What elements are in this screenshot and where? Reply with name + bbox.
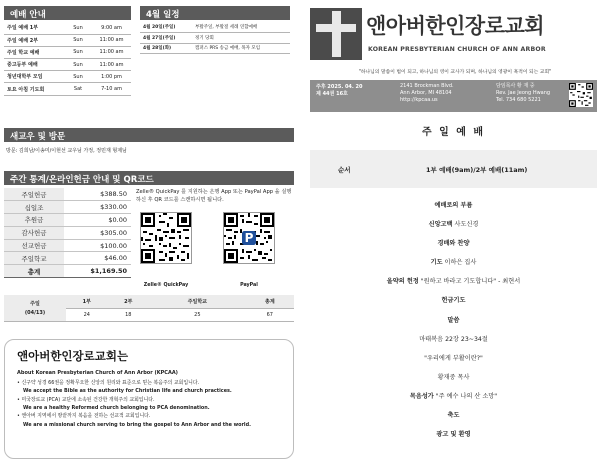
schedule-day: Sun bbox=[64, 71, 92, 83]
monthly-schedule-header: 4월 일정 bbox=[140, 6, 290, 20]
order-item-detail: 사도신경 bbox=[454, 221, 479, 229]
service-times-label: 1부 예배(9am)/2부 예배(11am) bbox=[426, 166, 528, 174]
about-church-box bbox=[4, 339, 294, 459]
giving-label: 선교헌금 bbox=[4, 239, 64, 252]
attendance-label bbox=[4, 295, 66, 321]
bulletin-info-bar bbox=[310, 80, 597, 112]
list-item bbox=[17, 396, 281, 413]
schedule-name: 주일 예배 2부 bbox=[4, 34, 64, 46]
about-item-korean: • 신구약 성경 66권을 정확무오한 신앙의 원리와 표준으로 믿는 복음주의 교회입니다. bbox=[17, 380, 199, 386]
giving-label: 십일조 bbox=[4, 201, 64, 214]
qr-code-icon bbox=[569, 83, 593, 107]
list-item bbox=[17, 379, 281, 396]
website-qr-code[interactable] bbox=[569, 83, 593, 107]
about-subtitle: About Korean Presbyterian Church of Ann Arbor (KPCAA) bbox=[17, 370, 178, 376]
order-item-detail: 황재중 목사 bbox=[437, 373, 470, 381]
pastor-phone: Tel. 734 680 5221 bbox=[496, 96, 541, 103]
giving-value: $305.00 bbox=[64, 226, 131, 239]
order-item-title: 말씀 bbox=[447, 316, 460, 324]
address-line: Ann Arbor, MI 48104 bbox=[400, 89, 452, 96]
cross-icon bbox=[332, 11, 341, 57]
table-row bbox=[4, 188, 131, 201]
giving-label: 주일학교 bbox=[4, 252, 64, 265]
giving-total-row bbox=[4, 265, 131, 278]
newcomer-text: 방문: 김희남/이송미/이현선 교우님 가정, 정민재 형제님 bbox=[6, 148, 127, 154]
list-item bbox=[310, 311, 597, 330]
table-row bbox=[4, 46, 131, 58]
zelle-qr-code[interactable] bbox=[140, 212, 192, 264]
schedule-name: 토요 아침 기도회 bbox=[4, 83, 64, 95]
church-motto: "하나님의 말씀이 법이 되고, 하나님의 영이 교사가 되며, 하나님의 영광이 흑적이 되는 교회" bbox=[358, 70, 552, 75]
giving-value: $46.00 bbox=[64, 252, 131, 265]
table-row bbox=[4, 71, 131, 83]
attendance-value: 67 bbox=[246, 308, 294, 321]
list-item bbox=[310, 196, 597, 215]
order-item-title: 헌금기도 bbox=[441, 297, 466, 305]
giving-total-label: 총계 bbox=[4, 265, 64, 278]
order-item-title: 신앙고백 bbox=[428, 221, 453, 229]
table-row bbox=[4, 201, 131, 214]
schedule-time: 11:00 am bbox=[92, 59, 131, 71]
attendance-value: 18 bbox=[108, 308, 150, 321]
event-date: 4월 20일(주일) bbox=[140, 22, 192, 33]
list-item bbox=[310, 234, 597, 253]
event-date: 4월 28일(화) bbox=[140, 43, 192, 54]
table-row bbox=[4, 59, 131, 71]
about-title: 앤아버한인장로교회는 bbox=[17, 349, 129, 363]
table-row bbox=[4, 214, 131, 227]
bulletin-volume-line: 제 44권 16호 bbox=[316, 90, 348, 97]
order-item-detail: "주 예수 나의 산 소망" bbox=[435, 392, 498, 400]
church-address bbox=[400, 83, 454, 103]
website-link[interactable]: http://kpcaa.us bbox=[400, 96, 438, 103]
bulletin-date bbox=[316, 84, 363, 98]
schedule-time: 1:00 pm bbox=[92, 71, 131, 83]
attendance-value: 25 bbox=[149, 308, 246, 321]
table-row bbox=[140, 43, 290, 54]
schedule-time: 11:00 am bbox=[92, 46, 131, 58]
order-item-detail: 마태복음 22장 23~34절 bbox=[419, 335, 488, 343]
giving-value: $388.50 bbox=[64, 188, 131, 201]
worship-schedule-header: 예배 안내 bbox=[4, 6, 131, 20]
table-row bbox=[4, 239, 131, 252]
table-row bbox=[140, 33, 290, 44]
attendance-header: 주일학교 bbox=[149, 295, 246, 308]
giving-value: $0.00 bbox=[64, 214, 131, 227]
address-line: 2141 Brockman Blvd. bbox=[400, 83, 454, 89]
schedule-day: Sat bbox=[64, 83, 92, 95]
event-date: 4월 27일(주일) bbox=[140, 33, 192, 44]
table-row bbox=[4, 226, 131, 239]
list-item bbox=[310, 349, 597, 368]
attendance-table bbox=[4, 295, 294, 322]
order-item-detail: 이하은 집사 bbox=[444, 259, 477, 267]
attendance-header: 1부 bbox=[66, 295, 108, 308]
list-item bbox=[310, 215, 597, 234]
newcomer-header: 새교우 및 방문 bbox=[4, 128, 294, 142]
list-item bbox=[310, 368, 597, 387]
worship-order-list bbox=[310, 196, 597, 444]
cross-bar bbox=[316, 24, 356, 32]
online-giving-description: Zelle® QuickPay 를 지원하는 은행 App 또는 PayPal App 을 실행하신 후 QR 코드를 스캔하시면 됩니다. bbox=[136, 189, 292, 204]
schedule-day: Sun bbox=[64, 22, 92, 34]
giving-label: 감사헌금 bbox=[4, 226, 64, 239]
schedule-time: 7-10 am bbox=[92, 83, 131, 95]
giving-label: 주일헌금 bbox=[4, 188, 64, 201]
event-description: 정기 당회 bbox=[192, 33, 290, 44]
schedule-time: 9:00 am bbox=[92, 22, 131, 34]
list-item bbox=[310, 387, 597, 406]
list-item bbox=[310, 272, 597, 291]
giving-table bbox=[4, 188, 131, 278]
table-row bbox=[4, 22, 131, 34]
giving-label: 추원금 bbox=[4, 214, 64, 227]
about-item-korean: • 앤아버 지역에서 땅끝까지 복음을 전하는 선교적 교회입니다. bbox=[17, 413, 150, 419]
schedule-name: 청년대학부 모임 bbox=[4, 71, 64, 83]
paypal-qr-code[interactable] bbox=[223, 212, 275, 264]
schedule-time: 11:00 am bbox=[92, 34, 131, 46]
church-name-english: KOREAN PRESBYTERIAN CHURCH OF ANN ARBOR bbox=[368, 46, 546, 53]
attendance-date: (04/13) bbox=[24, 309, 46, 316]
list-item bbox=[310, 253, 597, 272]
giving-value: $330.00 bbox=[64, 201, 131, 214]
list-item bbox=[310, 406, 597, 425]
table-row bbox=[4, 295, 294, 308]
bulletin-date-line: 주후 2025. 04. 20 bbox=[316, 84, 363, 90]
about-list bbox=[17, 379, 281, 429]
svg-text:P: P bbox=[244, 231, 254, 246]
schedule-day: Sun bbox=[64, 34, 92, 46]
list-item bbox=[17, 412, 281, 429]
table-row bbox=[4, 34, 131, 46]
schedule-day: Sun bbox=[64, 59, 92, 71]
schedule-day: Sun bbox=[64, 46, 92, 58]
order-item-title: 광고 및 환영 bbox=[436, 431, 471, 439]
about-item-english: We are a missional church serving to bring the gospel to Ann Arbor and the world. bbox=[23, 421, 251, 428]
giving-total-value: $1,169.50 bbox=[64, 265, 131, 278]
giving-header: 주간 통계/온라인헌금 안내 및 QR코드 bbox=[4, 171, 294, 185]
worship-order-header bbox=[310, 150, 597, 188]
worship-schedule-table bbox=[4, 22, 131, 96]
paypal-qr-label: PayPal bbox=[240, 283, 258, 288]
event-description: 캠퍼스 PRS 송금 예배, 목자 모임 bbox=[192, 43, 290, 54]
about-item-english: We are a healthy Reformed church belonging to PCA denomination. bbox=[23, 404, 210, 411]
pastor-name-korean: 담임목사 황 재 중 bbox=[496, 83, 535, 89]
about-item-korean: • 미국장로교 (PCA) 교단에 소속된 건강한 개혁주의 교회입니다. bbox=[17, 397, 155, 403]
qr-code-icon bbox=[141, 213, 191, 263]
zelle-qr-label: Zelle® QuickPay bbox=[143, 283, 189, 288]
list-item bbox=[310, 425, 597, 444]
table-row bbox=[4, 252, 131, 265]
event-description: 부활주일, 부활절 세례 연합예배 bbox=[192, 22, 290, 33]
attendance-value: 24 bbox=[66, 308, 108, 321]
list-item bbox=[310, 330, 597, 349]
order-item-title: 경배와 찬양 bbox=[437, 240, 470, 248]
pastor-info bbox=[496, 83, 550, 103]
order-item-detail: "우리에게 부활이란?" bbox=[424, 354, 483, 362]
schedule-name: 주일 학교 예배 bbox=[4, 46, 64, 58]
attendance-title: 주일 bbox=[30, 300, 40, 307]
qr-code-icon bbox=[224, 213, 274, 263]
table-row bbox=[4, 83, 131, 95]
order-column-label: 순서 bbox=[338, 166, 351, 174]
pastor-name-english: Rev. Jae Jeong Hwang bbox=[496, 89, 551, 96]
list-item bbox=[310, 291, 597, 310]
order-item-title: 축도 bbox=[447, 412, 460, 420]
giving-value: $100.00 bbox=[64, 239, 131, 252]
about-item-english: We accept the Bible as the authority for Christian life and church practices. bbox=[23, 388, 232, 395]
monthly-schedule-table bbox=[140, 22, 290, 54]
schedule-name: 중고등부 예배 bbox=[4, 59, 64, 71]
church-logo bbox=[310, 8, 362, 60]
order-item-title: 올약의 헌정 bbox=[386, 278, 419, 286]
schedule-name: 주일 예배 1부 bbox=[4, 22, 64, 34]
order-item-detail: "원하고 바라고 기도합니다" - 최현서 bbox=[420, 278, 521, 286]
attendance-header: 2부 bbox=[108, 295, 150, 308]
church-name: 앤아버한인장로교회 bbox=[366, 14, 545, 38]
order-item-title: 기도 bbox=[430, 259, 443, 267]
worship-title: 주 일 예 배 bbox=[421, 127, 486, 138]
attendance-header: 총계 bbox=[246, 295, 294, 308]
table-row bbox=[140, 22, 290, 33]
order-item-title: 예배로의 부름 bbox=[434, 202, 473, 209]
order-item-title: 목음성가 bbox=[409, 392, 434, 400]
